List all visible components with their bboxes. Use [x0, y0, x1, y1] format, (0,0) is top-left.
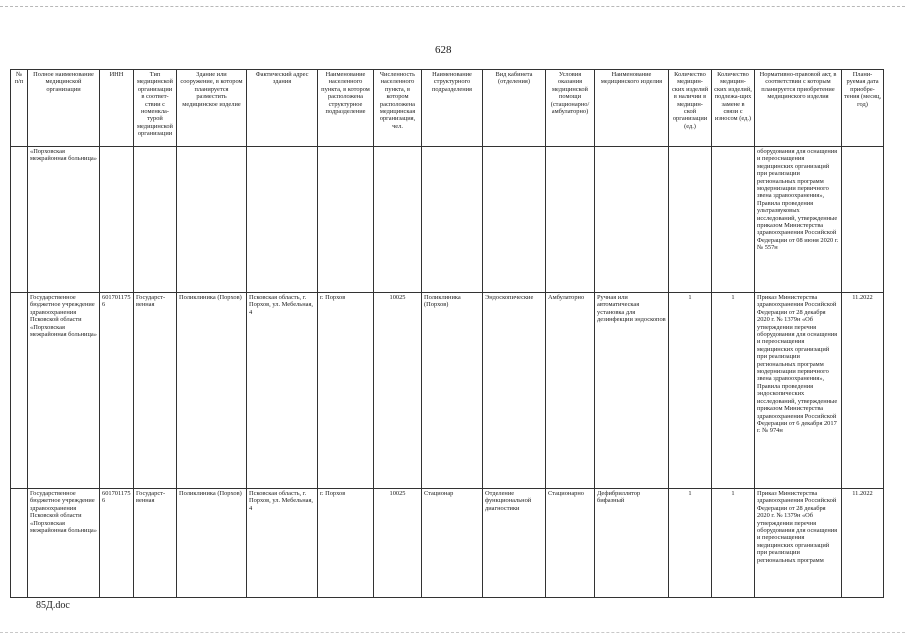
header-cell: Наименование населенного пункта, в котором расположена структурное подразделение: [318, 70, 374, 147]
table-cell: [595, 147, 669, 293]
header-cell: Количество медицин-ских изделий в наличии в медицин-ской организации (ед.): [669, 70, 712, 147]
table-cell: Приказ Министерства здравоохранения Российской Федерации от 28 декабря 2020 г. № 1379н «Об утверждении перечня оборудования для оснащения и переоснащения медицинских организаций при реализации региональных программ модернизации первичного звена здравоохранения», Правила проведения эндоскопических исследований, утвержденные приказом Министерства здравоохранения Российской Федерации от 6 декабря 2017 г. № 974н: [755, 293, 842, 489]
table-cell: Стационар: [422, 489, 483, 598]
header-cell: № п/п: [11, 70, 28, 147]
table-cell: 1: [669, 489, 712, 598]
table-cell: Государственное бюджетное учреждение здравоохранения Псковской области «Порховская межрайонная больница»: [28, 489, 100, 598]
page-number: 628: [435, 44, 452, 56]
header-cell: Здание или сооружение, в котором планируется разместить медицинское изделие: [177, 70, 247, 147]
table-cell: Государст-венная: [134, 489, 177, 598]
table-cell: Дефибриллятор бифазный: [595, 489, 669, 598]
table-cell: [318, 147, 374, 293]
table-cell: Амбулаторно: [546, 293, 595, 489]
header-cell: Наименование структурного подразделения: [422, 70, 483, 147]
table-cell: г. Порхов: [318, 489, 374, 598]
table-row: [11, 293, 884, 489]
table-row: [11, 147, 884, 293]
scan-bottom-edge: [0, 632, 905, 633]
table-cell: оборудования для оснащения и переоснащения медицинских организаций при реализации региональных программ модернизации первичного звена здравоохранения», Правила проведения ультразвуковых исследований, утвержденные приказом Министерства здравоохранения Российской Федерации от 08 июня 2020 г. № 557н: [755, 147, 842, 293]
table-cell: [842, 147, 884, 293]
table-cell: [483, 147, 546, 293]
table-cell: [11, 293, 28, 489]
header-cell: Тип медицинской организации в соответ-ствии с номенкла-турой медицинской организации: [134, 70, 177, 147]
table-cell: Ручная или автоматическая установка для дезинфекции эндоскопов: [595, 293, 669, 489]
table-cell: 6017011756: [100, 293, 134, 489]
table-cell: 1: [712, 489, 755, 598]
table-cell: 10025: [374, 489, 422, 598]
table-cell: 11.2022: [842, 489, 884, 598]
table-cell: 1: [669, 293, 712, 489]
table-cell: г. Порхов: [318, 293, 374, 489]
table-cell: [712, 147, 755, 293]
table-cell: [247, 147, 318, 293]
header-cell: Количество медицин-ских изделий, подлежа-щих замене в связи с износом (ед.): [712, 70, 755, 147]
table-cell: Государст-венная: [134, 293, 177, 489]
table-cell: Приказ Министерства здравоохранения Российской Федерации от 28 декабря 2020 г. № 1379н «Об утверждении перечня оборудования для оснащения и переоснащения медицинских организаций при реализации региональных программ: [755, 489, 842, 598]
equipment-table: [10, 69, 884, 598]
header-cell: Нормативно-правовой акт, в соответствии с которым планируется приобретение медицинского изделия: [755, 70, 842, 147]
table-cell: [11, 489, 28, 598]
table-cell: Отделение функциональной диагностики: [483, 489, 546, 598]
table-cell: 11.2022: [842, 293, 884, 489]
table-cell: Псковская область, г. Порхов, ул. Мебельная, 4: [247, 489, 318, 598]
table-cell: Стационарно: [546, 489, 595, 598]
header-cell: Условия оказания медицинской помощи (стационарно/ амбулаторно): [546, 70, 595, 147]
table-cell: [546, 147, 595, 293]
document-filename: 85Д.doc: [36, 600, 70, 611]
header-cell: Наименование медицинского изделия: [595, 70, 669, 147]
table-cell: 1: [712, 293, 755, 489]
table-cell: [177, 147, 247, 293]
table-cell: Эндоскопические: [483, 293, 546, 489]
table-cell: [11, 147, 28, 293]
table-cell: 10025: [374, 293, 422, 489]
table-row: [11, 489, 884, 598]
scan-top-edge: [0, 6, 905, 7]
table-header-row: [11, 70, 884, 147]
table-cell: [100, 147, 134, 293]
table-cell: Поликлиника (Порхов): [422, 293, 483, 489]
table-cell: «Порховская межрайонная больница»: [28, 147, 100, 293]
table-cell: [374, 147, 422, 293]
table-cell: [669, 147, 712, 293]
table-cell: Поликлиника (Порхов): [177, 293, 247, 489]
table-cell: Поликлиника (Порхов): [177, 489, 247, 598]
header-cell: Плани-руемая дата приобре-тения (месяц, год): [842, 70, 884, 147]
table-cell: Псковская область, г. Порхов, ул. Мебельная, 4: [247, 293, 318, 489]
header-cell: Вид кабинета (отделения): [483, 70, 546, 147]
header-cell: ИНН: [100, 70, 134, 147]
table-cell: [422, 147, 483, 293]
header-cell: Численность населенного пункта, в котором расположена медицинская организация, чел.: [374, 70, 422, 147]
table-cell: Государственное бюджетное учреждение здравоохранения Псковской области «Порховская межрайонная больница»: [28, 293, 100, 489]
header-cell: Полное наименование медицинской организации: [28, 70, 100, 147]
table-cell: 6017011756: [100, 489, 134, 598]
header-cell: Фактический адрес здания: [247, 70, 318, 147]
table-cell: [134, 147, 177, 293]
